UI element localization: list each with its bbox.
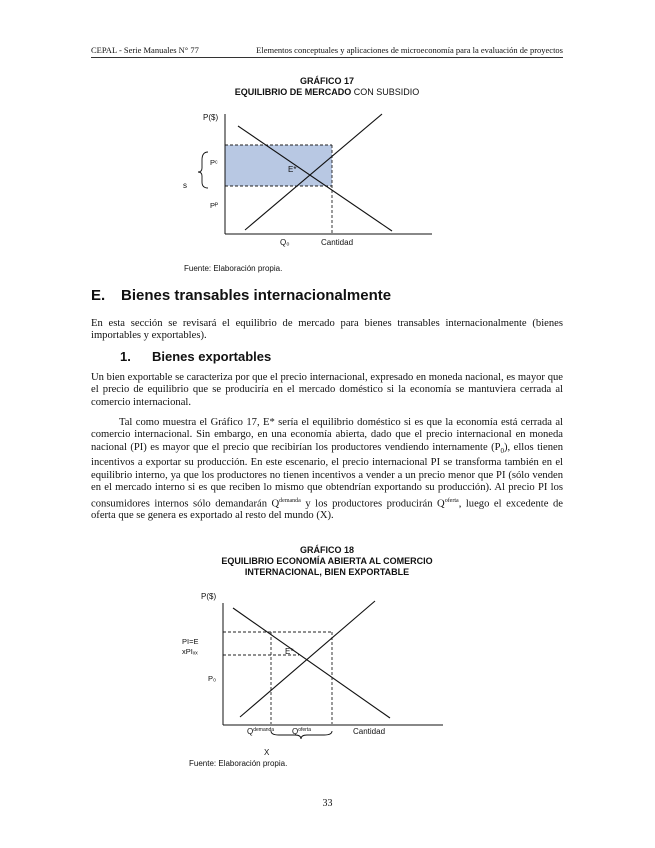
- header-rule: [91, 57, 563, 58]
- figure18-title: [91, 545, 563, 578]
- para2-sub-0: 0: [500, 446, 505, 455]
- fig18-supply-curve: [240, 601, 375, 717]
- fig18-equilibrium-label: E*: [285, 647, 294, 656]
- para2-sup-oferta: oferta: [444, 497, 459, 504]
- figure18-title-line1: EQUILIBRIO ECONOMÍA ABIERTA AL COMERCIO: [221, 556, 433, 566]
- figure18-chart: [175, 585, 475, 760]
- section-e-title: Bienes transables internacionalmente: [121, 287, 392, 304]
- subsidy-area: [225, 145, 332, 186]
- running-header-left: CEPAL - Serie Manuales N° 77: [91, 45, 199, 55]
- figure17-title-rest: CON SUBSIDIO: [351, 87, 420, 97]
- fig18-xlabel: Cantidad: [353, 727, 386, 736]
- page-number: 33: [322, 798, 333, 809]
- fig17-producer-price-label: Pᴾ: [210, 201, 219, 210]
- subsection-1-number: 1.: [120, 349, 131, 364]
- fig18-p0-label: P₀: [208, 674, 217, 683]
- para2-text-3: y los productores producirán Q: [300, 498, 445, 510]
- running-header-right: Elementos conceptuales y aplicaciones de microeconomía para la evaluación de proyectos: [256, 45, 563, 55]
- subsidy-brace: [198, 152, 208, 188]
- fig18-pi-label: PI=E: [182, 637, 199, 646]
- figure17-title: [91, 76, 563, 98]
- figure18-title-line2: INTERNACIONAL, BIEN EXPORTABLE: [244, 567, 410, 577]
- exportables-paragraph-2: [91, 417, 563, 523]
- fig17-quantity-label: Q₀: [280, 238, 290, 247]
- para2-text-4: , luego el excedente de oferta que se genera es exportado al resto del mundo (X).: [91, 498, 563, 522]
- para2-sup-demanda: demanda: [279, 497, 301, 504]
- para2-text-2: ), ellos tienen incentivos a exportar su producción. En este escenario, el precio internacional PI se transforma también en el equilibrio interno, ya que los productores no tienen incentivos a vender a un precio menor que PI (sólo venden en el mercado interno si es que reciben lo mismo que obtendrían exportando su producción). Al precio PI los consumidores internos sólo demandarán Q: [91, 441, 563, 510]
- para2-text-1: Tal como muestra el Gráfico 17, E* sería el equilibrio doméstico si es que la economía está cerrada al comercio internacional. Sin embargo, en una economía abierta, dado que el precio internacional en moneda nacional (PI) es mayor que el precio que recibirían los productores vendiendo internamente (P: [91, 417, 563, 453]
- fig18-exports-label: X: [264, 748, 270, 757]
- fig18-ylabel: P($): [201, 592, 217, 601]
- fig18-q-demanda: $Q^{demanda}$: [247, 727, 275, 736]
- fig18-q-oferta: $Q^{oferta}$: [292, 727, 312, 736]
- fig17-subsidy-label: s: [183, 181, 187, 190]
- exportables-paragraph-1: Un bien exportable se caracteriza por que el precio internacional, expresado en moneda nacional, es mayor que el precio de equilibrio que se produciría en el mercado doméstico si la economía se mantuviera cerrada al comercio internacional.: [91, 372, 563, 408]
- figure18-label: GRÁFICO 18: [299, 545, 354, 555]
- fig17-consumer-price-label: Pᶜ: [210, 158, 218, 167]
- figure17-title-bold: EQUILIBRIO DE MERCADO: [234, 87, 352, 97]
- section-e-number: E.: [91, 287, 106, 304]
- figure18-source: Fuente: Elaboración propia.: [189, 759, 288, 768]
- fig18-pi-label-2: xPIₓₓ: [182, 647, 198, 656]
- subsection-1-title: Bienes exportables: [152, 349, 272, 364]
- fig18-demand-curve: [233, 608, 390, 718]
- figure17-chart: [170, 104, 470, 254]
- figure17-source: Fuente: Elaboración propia.: [184, 264, 283, 273]
- fig17-ylabel: P($): [203, 113, 219, 122]
- figure17-label: GRÁFICO 17: [299, 76, 354, 86]
- section-e-intro: En esta sección se revisará el equilibrio de mercado para bienes transables internacionalmente (bienes importables y exportables).: [91, 318, 563, 342]
- fig17-xlabel: Cantidad: [321, 238, 354, 247]
- fig17-equilibrium-label: E*: [288, 165, 297, 174]
